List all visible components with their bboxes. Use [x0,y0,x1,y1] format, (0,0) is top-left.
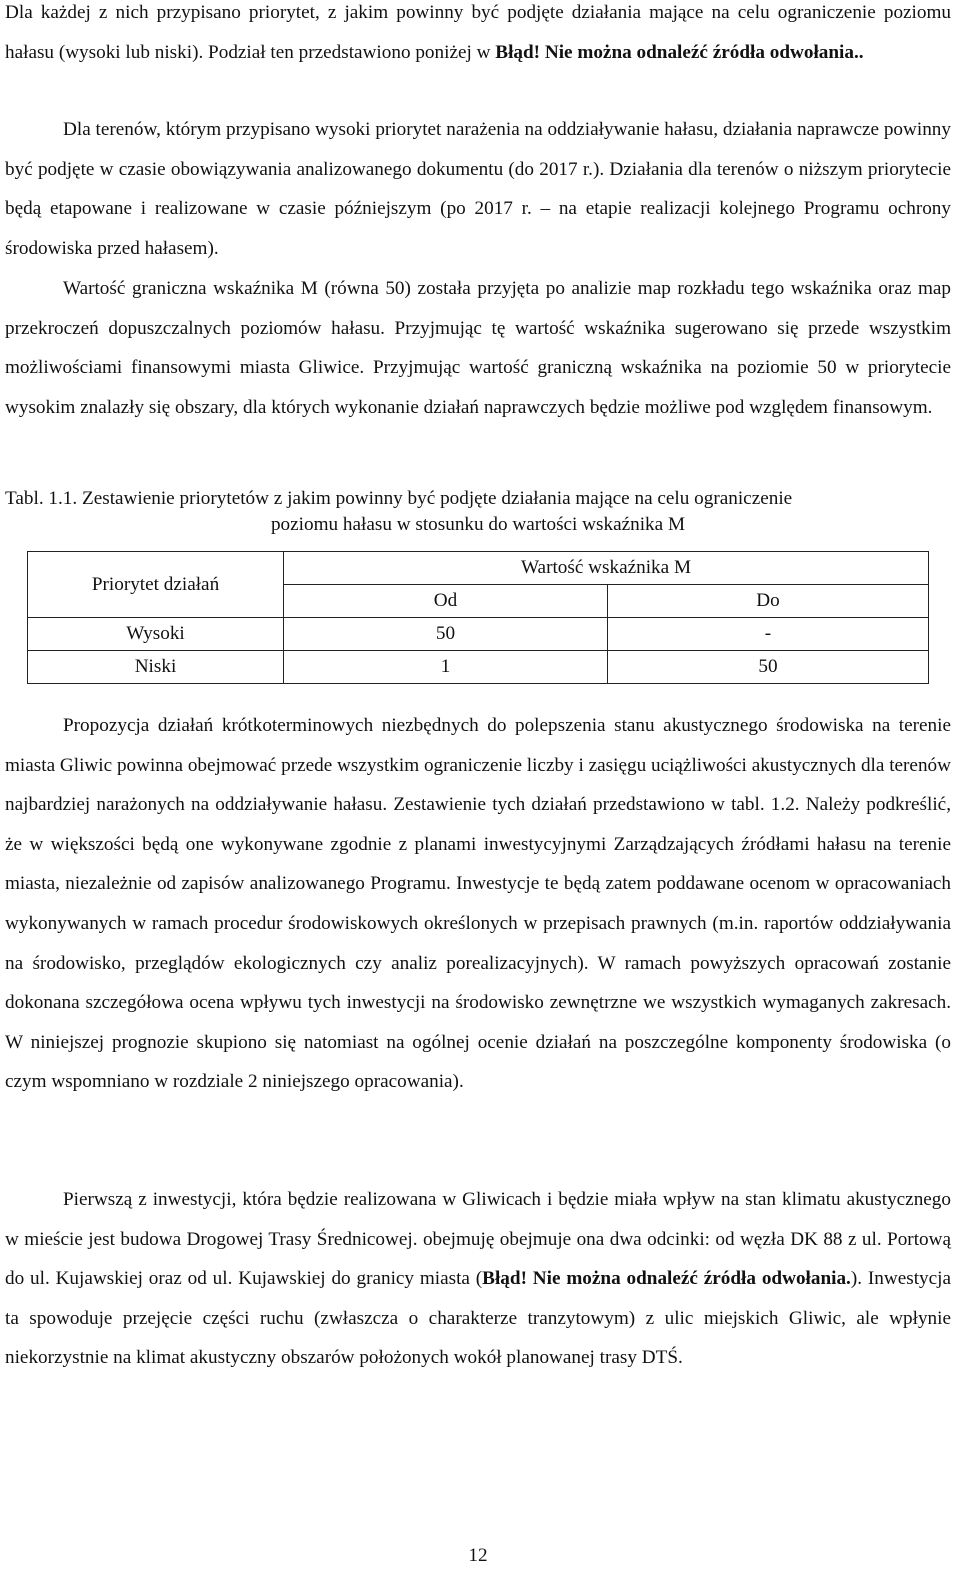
table-caption-line2: poziomu hałasu w stosunku do wartości wskaźnika M [270,514,686,535]
table-row [28,618,929,651]
to-cell: - [608,618,929,651]
reference-error: Błąd! Nie można odnaleźć źródła odwołania. [482,1268,851,1290]
paragraph-short-term-actions: Propozycja działań krótkoterminowych niezbędnych do polepszenia stanu akustycznego środowiska na terenie miasta Gliwic powinna obejmować przede wszystkim ograniczenie liczby i zasięgu uciążliwości akustycznych dla terenów najbardziej narażonych na oddziaływanie hałasu. Zestawienie tych działań przedstawiono w tabl. 1.2. Należy podkreślić, że w większości będą one wykonywane zgodnie z planami inwestycyjnymi Zarządzających źródłami hałasu na terenie miasta, niezależnie od zapisów analizowanego Programu. Inwestycje te będą zatem poddawane ocenom w opracowaniach wykonywanych w ramach procedur środowiskowych określonych w przepisach prawnych (m.in. raportów oddziaływania na środowisko, przeglądów ekologicznych czy analiz porealizacyjnych). W ramach powyższych opracowań zostanie dokonana szczegółowa ocena wpływu tych inwestycji na środowisko zewnętrzne we wszystkich wymaganych zakresach. W niniejszej prognozie skupiono się natomiast na ogólnej ocenie działań na poszczególne komponenty środowiska (o czym wspomniano w rozdziale 2 niniejszego opracowania). [5,715,951,1093]
table-caption-line1: Tabl. 1.1. Zestawienie priorytetów z jakim powinny być podjęte działania mające na celu ograniczenie [5,488,793,509]
page-number: 12 [468,1545,488,1566]
paragraph-priority-intro [5,0,951,72]
priority-table [27,551,929,684]
reference-error-tail: . [858,41,864,63]
table-caption [5,486,951,538]
reference-error: Błąd! Nie można odnaleźć źródła odwołania. [495,41,859,63]
paragraph-text: Dla każdej z nich przypisano priorytet, z jakim powinny być podjęte działania mające na celu ograniczenie poziomu hałasu (wysoki lub niski). Podział ten przedstawiono poniżej w [5,2,951,63]
to-cell: 50 [608,651,929,684]
table-row [28,651,929,684]
header-value-cell: Wartość wskaźnika M [284,552,929,585]
header-priority-cell: Priorytet działań [28,552,284,618]
table-header-row [28,552,929,585]
paragraph-text-tail: ). Inwestycja ta spowoduje przejęcie części ruchu (zwłaszcza o charakterze tranzytowym) z ulic miejskich Gliwic, ale wpłynie niekorzystnie na klimat akustyczny obszarów położonych wokół planowanej trasy DTŚ. [5,1268,951,1369]
paragraph-high-priority: Dla terenów, którym przypisano wysoki priorytet narażenia na oddziaływanie hałasu, działania naprawcze powinny być podjęte w czasie obowiązywania analizowanego dokumentu (do 2017 r.). Działania dla terenów o niższym priorytecie będą etapowane i realizowane w czasie późniejszym (po 2017 r. – na etapie realizacji kolejnego Programu ochrony środowiska przed hałasem). [5,119,951,259]
header-to-cell: Do [608,585,929,618]
from-cell: 1 [284,651,608,684]
paragraph-threshold-value: Wartość graniczna wskaźnika M (równa 50) została przyjęta po analizie map rozkładu tego wskaźnika oraz map przekroczeń dopuszczalnych poziomów hałasu. Przyjmując tę wartość wskaźnika sugerowano się przede wszystkim możliwościami finansowymi miasta Gliwice. Przyjmując wartość graniczną wskaźnika na poziomie 50 w priorytecie wysokim znalazły się obszary, dla których wykonanie działań naprawczych będzie możliwe pod względem finansowym. [5,278,951,418]
paragraph-text: Pierwszą z inwestycji, która będzie realizowana w Gliwicach i będzie miała wpływ na stan klimatu akustycznego w mieście jest budowa Drogowej Trasy Średnicowej. obejmuję obejmuje ona dwa odcinki: od węzła DK 88 z ul. Portową do ul. Kujawskiej oraz od ul. Kujawskiej do granicy miasta ( [5,1189,951,1290]
header-from-cell: Od [284,585,608,618]
paragraph-dts-investment [5,1180,951,1378]
priority-cell: Wysoki [28,618,284,651]
from-cell: 50 [284,618,608,651]
priority-cell: Niski [28,651,284,684]
